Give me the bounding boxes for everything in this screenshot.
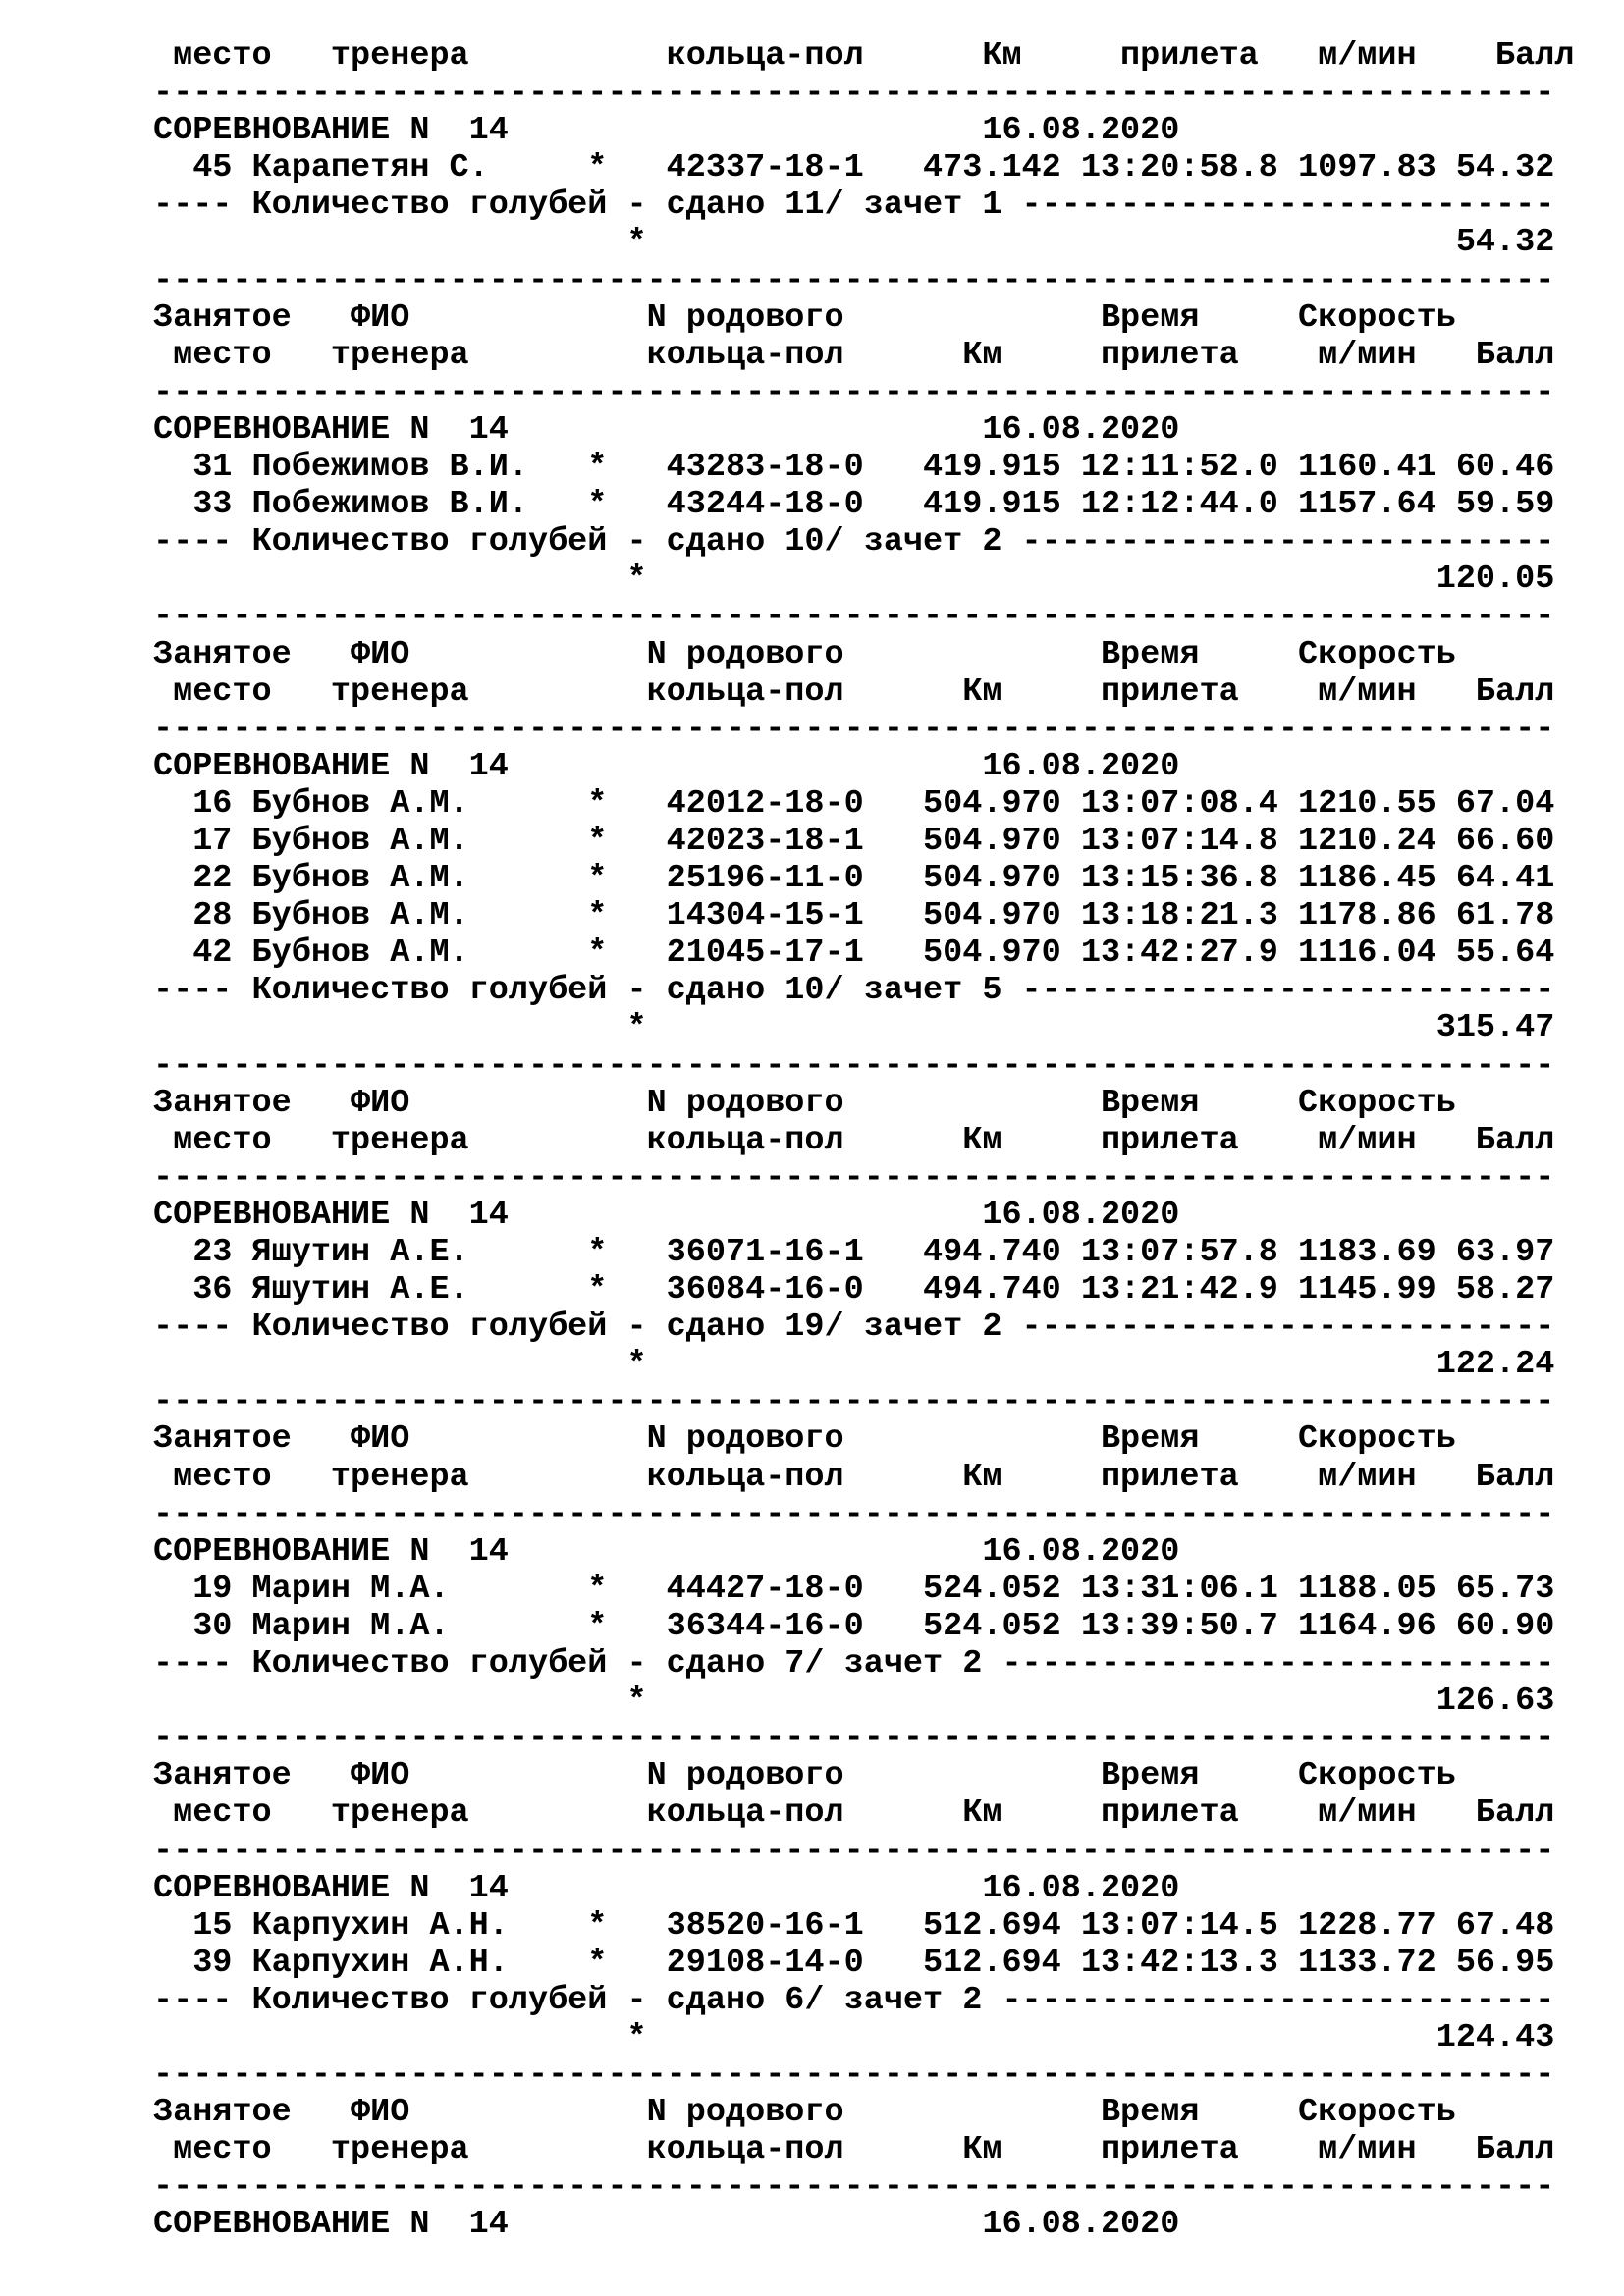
column-header-line: Занятое ФИО N родового Время Скорость <box>153 2094 1456 2132</box>
result-row: 33 Побежимов В.И. * 43244-18-0 419.915 12:12:44.0 1157.64 59.59 <box>153 486 1555 524</box>
result-row: 36 Яшутин А.Е. * 36084-16-0 494.740 13:21:42.9 1145.99 58.27 <box>153 1271 1555 1309</box>
separator-line: ----------------------------------------------------------------------- <box>153 1495 1555 1533</box>
summary-line: ---- Количество голубей - сдано 7/ зачет 2 ---------------------------- <box>153 1645 1555 1683</box>
separator-line: ----------------------------------------------------------------------- <box>153 1158 1555 1197</box>
column-header-line: место тренера кольца-пол Км прилета м/мин Балл <box>153 2131 1555 2169</box>
separator-line: ----------------------------------------------------------------------- <box>153 2056 1555 2095</box>
column-header-line: место тренера кольца-пол Км прилета м/мин Балл <box>153 1794 1555 1833</box>
total-line: * 122.24 <box>153 1346 1555 1384</box>
separator-line: ----------------------------------------------------------------------- <box>153 261 1555 299</box>
competition-line: СОРЕВНОВАНИЕ N 14 16.08.2020 <box>153 747 1180 785</box>
result-row: 16 Бубнов А.М. * 42012-18-0 504.970 13:07:08.4 1210.55 67.04 <box>153 784 1555 823</box>
result-row: 30 Марин М.А. * 36344-16-0 524.052 13:39:50.7 1164.96 60.90 <box>153 1607 1555 1645</box>
separator-line: ----------------------------------------------------------------------- <box>153 1046 1555 1085</box>
result-row: 45 Карапетян С. * 42337-18-1 473.142 13:20:58.8 1097.83 54.32 <box>153 149 1555 187</box>
result-row: 39 Карпухин А.Н. * 29108-14-0 512.694 13:42:13.3 1133.72 56.95 <box>153 1944 1555 1982</box>
result-row: 22 Бубнов А.М. * 25196-11-0 504.970 13:15:36.8 1186.45 64.41 <box>153 860 1555 898</box>
result-row: 15 Карпухин А.Н. * 38520-16-1 512.694 13:07:14.5 1228.77 67.48 <box>153 1906 1555 1945</box>
column-header-line: место тренера кольца-пол Км прилета м/мин Балл <box>153 672 1555 711</box>
separator-line: ----------------------------------------------------------------------- <box>153 2168 1555 2207</box>
column-header-line: Занятое ФИО N родового Время Скорость <box>153 635 1456 673</box>
result-row: 31 Побежимов В.И. * 43283-18-0 419.915 12:11:52.0 1160.41 60.46 <box>153 449 1555 487</box>
summary-line: ---- Количество голубей - сдано 11/ зачет 1 --------------------------- <box>153 187 1555 225</box>
total-line: * 120.05 <box>153 561 1555 599</box>
separator-line: ----------------------------------------------------------------------- <box>153 1720 1555 1758</box>
summary-line: ---- Количество голубей - сдано 10/ зачет 5 --------------------------- <box>153 972 1555 1010</box>
separator-line: ----------------------------------------------------------------------- <box>153 1832 1555 1870</box>
summary-line: ---- Количество голубей - сдано 10/ зачет 2 --------------------------- <box>153 523 1555 561</box>
summary-line: ---- Количество голубей - сдано 6/ зачет 2 ---------------------------- <box>153 1981 1555 2019</box>
summary-line: ---- Количество голубей - сдано 19/ зачет 2 --------------------------- <box>153 1308 1555 1347</box>
column-header-line: место тренера кольца-пол Км прилета м/мин Балл <box>153 336 1555 374</box>
separator-line: ----------------------------------------------------------------------- <box>153 710 1555 748</box>
competition-line: СОРЕВНОВАНИЕ N 14 16.08.2020 <box>153 1869 1180 1907</box>
separator-line: ----------------------------------------------------------------------- <box>153 75 1555 113</box>
column-header-line: Занятое ФИО N родового Время Скорость <box>153 1420 1456 1459</box>
column-header-line: Занятое ФИО N родового Время Скорость <box>153 298 1456 337</box>
competition-line: СОРЕВНОВАНИЕ N 14 16.08.2020 <box>153 2206 1180 2244</box>
column-header-line: место тренера кольца-пол Км прилета м/мин Балл <box>153 1121 1555 1159</box>
total-line: * 54.32 <box>153 224 1555 262</box>
competition-line: СОРЕВНОВАНИЕ N 14 16.08.2020 <box>153 410 1180 449</box>
separator-line: ----------------------------------------------------------------------- <box>153 373 1555 411</box>
result-row: 42 Бубнов А.М. * 21045-17-1 504.970 13:42:27.9 1116.04 55.64 <box>153 934 1555 973</box>
competition-line: СОРЕВНОВАНИЕ N 14 16.08.2020 <box>153 1196 1180 1234</box>
column-header-line: место тренера кольца-пол Км прилета м/мин Балл <box>153 1458 1555 1496</box>
result-row: 23 Яшутин А.Е. * 36071-16-1 494.740 13:07:57.8 1183.69 63.97 <box>153 1234 1555 1271</box>
separator-line: ----------------------------------------------------------------------- <box>153 1383 1555 1421</box>
total-line: * 315.47 <box>153 1009 1555 1047</box>
total-line: * 126.63 <box>153 1682 1555 1721</box>
result-row: 28 Бубнов А.М. * 14304-15-1 504.970 13:18:21.3 1178.86 61.78 <box>153 897 1555 935</box>
column-header-line: Занятое ФИО N родового Время Скорость <box>153 1084 1456 1122</box>
results-document <box>153 37 1574 2244</box>
result-row: 17 Бубнов А.М. * 42023-18-1 504.970 13:07:14.8 1210.24 66.60 <box>153 822 1555 860</box>
total-line: * 124.43 <box>153 2018 1555 2056</box>
column-header-line: Занятое ФИО N родового Время Скорость <box>153 1757 1456 1795</box>
result-row: 19 Марин М.А. * 44427-18-0 524.052 13:31:06.1 1188.05 65.73 <box>153 1570 1555 1608</box>
competition-line: СОРЕВНОВАНИЕ N 14 16.08.2020 <box>153 1532 1180 1571</box>
column-header-line: место тренера кольца-пол Км прилета м/мин Балл <box>153 37 1575 75</box>
separator-line: ----------------------------------------------------------------------- <box>153 598 1555 636</box>
competition-line: СОРЕВНОВАНИЕ N 14 16.08.2020 <box>153 112 1180 150</box>
